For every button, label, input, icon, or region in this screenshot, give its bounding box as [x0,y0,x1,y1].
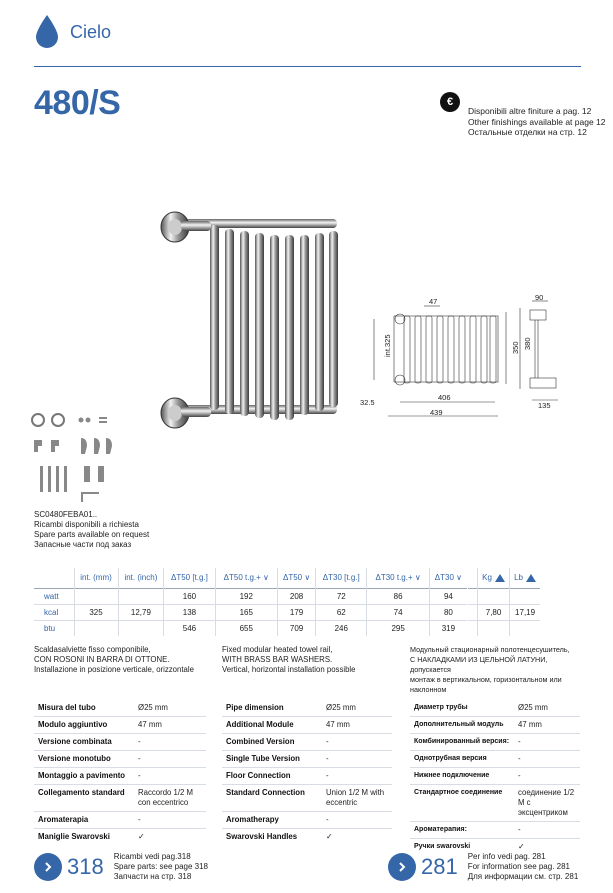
table-row: watt 160 192 208 72 86 94 [34,588,540,604]
col-dt30-v: ΔT30 ∨ [429,568,467,588]
col-int-mm: int. (mm) [74,568,118,588]
col-int-inch: int. (inch) [118,568,164,588]
towel-rail-image [155,205,350,440]
nav-info-link[interactable]: 281 Per info vedi pag. 281 For information see pag. 281 Для информации см. стр. 281 [388,852,578,882]
table-row: Maniglie Swarovski ✓ [34,829,206,846]
table-row: Swarovski Handles ✓ [222,829,392,846]
table-row: Modulo aggiuntivo 47 mm [34,717,206,734]
spare-parts-line: Ricambi disponibili a richiesta [34,520,139,529]
table-row: Диаметр трубы Ø25 mm [414,703,548,712]
col-dt30-tg: ΔT30 [t.g.] [316,568,367,588]
col-dt50-tg: ΔT50 [t.g.] [164,568,215,588]
table-row: Additional Module 47 mm [222,717,392,734]
spare-parts-note [34,510,149,550]
col-lb: Lb [510,568,540,588]
brand [34,14,111,50]
specs-table-it [34,700,206,845]
finishes-line: Other finishings available at page 12 [468,116,606,127]
technical-drawing [360,292,585,422]
table-row: Misura del tubo Ø25 mm [38,703,168,712]
nav-page-number: 318 [67,854,104,879]
int-mm-value: 325 [74,604,118,620]
table-row: Single Tube Version - [222,751,392,768]
performance-table [34,568,540,636]
nav-page-number: 281 [421,854,458,879]
kg-value: 7,80 [477,604,509,620]
spare-parts-code: SC0480FEBA01.. [34,510,98,519]
table-row: kcal 325 12,79 138 165 179 62 74 80 7,80 17,19 [34,604,540,620]
col-dt30-tgv: ΔT30 t.g.+ ∨ [367,568,429,588]
table-row: Однотрубная версия - [410,751,580,768]
spare-parts-line: Запасные части под заказ [34,540,132,549]
weight-icon [495,574,505,582]
nav-spare-parts-link[interactable]: 318 Ricambi vedi pag.318 Spare parts: see page 318 Запчасти на стр. 318 [34,852,208,882]
lb-value: 17,19 [510,604,540,620]
table-row: Aromatherapy - [222,812,392,829]
col-dt50-v: ΔT50 ∨ [278,568,316,588]
table-row: Дополнительный модуль 47 mm [410,717,580,734]
table-row: Standard Connection Union 1/2 M with eccentric [222,785,392,812]
brand-name: Cielo [70,21,112,42]
chevron-right-icon [388,853,416,881]
dim-total-width: 439 [430,408,443,417]
chevron-right-icon [34,853,62,881]
table-row: btu 546 655 709 246 295 319 [34,620,540,636]
model-title: 480/S [34,84,121,122]
dim-top-width: 47 [429,297,438,306]
table-row: Versione monotubo - [34,751,206,768]
specs-table-en [222,700,392,845]
spare-parts-line: Spare parts available on request [34,530,150,539]
specs-table-ru [410,700,580,855]
table-row: Floor Connection - [222,768,392,785]
table-row: Montaggio a pavimento - [34,768,206,785]
table-row: Collegamento standard Raccordo 1/2 M con eccentrico [34,785,206,812]
dim-center-width: 406 [438,393,451,402]
description-it: Scaldasalviette fisso componibile, CON ROSONI IN BARRA DI OTTONE. Installazione in posizione verticale, orizzontale [34,645,194,674]
table-row: Pipe dimension Ø25 mm [226,703,356,712]
table-row: Versione combinata - [34,734,206,751]
description-en: Fixed modular heated towel rail, WITH BRASS BAR WASHERS. Vertical, horizontal installation possible [222,645,356,674]
col-kg: Kg [477,568,509,588]
euro-icon: € [440,92,460,112]
finishes-line: Остальные отделки на стр. 12 [468,127,587,137]
dim-depth-bottom: 135 [538,401,551,410]
dim-int-height: int.325 [383,334,392,357]
table-row: Ароматерапия: - [410,822,580,839]
table-row: Нижнее подключение - [410,768,580,785]
water-drop-icon [34,14,60,50]
dim-total-height: 380 [523,337,532,350]
dim-center-height: 350 [511,341,520,354]
weight-icon [526,574,536,582]
table-row: Combined Version - [222,734,392,751]
finishes-line: Disponibili altre finiture a pag. 12 [468,106,592,116]
dim-depth-top: 90 [535,293,544,302]
table-row: Aromaterapia - [34,812,206,829]
description-ru: Модульный стационарный полотенцесушитель, С НАКЛАДКАМИ ИЗ ЦЕЛЬНОЙ ЛАТУНИ, допускается монтаж в вертикальном, горизонтальном или наклонном [410,645,570,694]
spare-parts-image [26,408,121,508]
table-row: Стандартное соединение соединение 1/2 M с эксцентриком [410,785,580,822]
col-dt50-tgv: ΔT50 t.g.+ ∨ [215,568,277,588]
table-row: Ручки swarovski ✓ [410,839,580,856]
int-inch-value: 12,79 [118,604,164,620]
dim-left-offset: 32.5 [360,398,375,407]
table-row: Комбинированный версия: - [410,734,580,751]
header-divider [34,66,581,67]
